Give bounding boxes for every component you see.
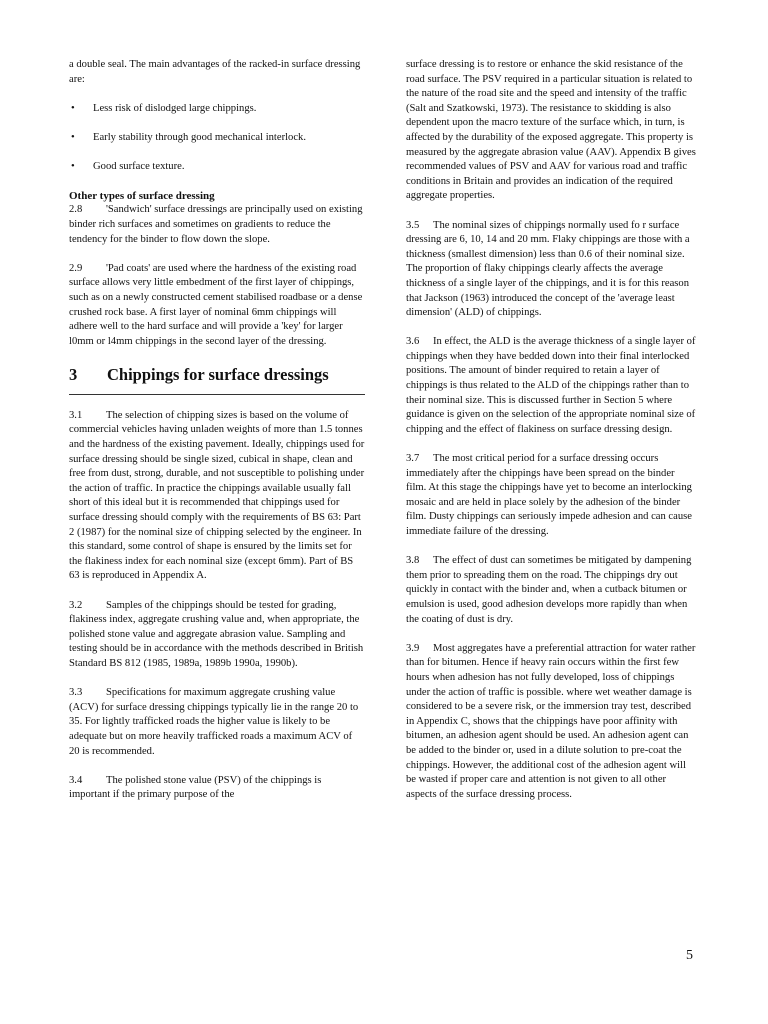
section-heading xyxy=(69,364,365,395)
right-column xyxy=(406,58,696,817)
paragraph-3-2: 3.2 Samples of the chippings should be tested for grading, flakiness index, aggregate crushing value and, when appropriate, the polished stone value and aggregate abrasion value. Sampling and testing should be in accordance with the methods described in British Standard BS 812 (1985, 1989a, 1989b 1990a, 1990b). xyxy=(69,599,364,669)
paragraph-3-3: 3.3 Specifications for maximum aggregate crushing value (ACV) for surface dressing chippings typically lie in the range 20 to 35. For lightly trafficked roads the higher value is likely to be adequate but on more heavily trafficked roads a maximum ACV of 20 is recommended. xyxy=(69,687,359,757)
paragraph-number: 3.7 xyxy=(406,453,420,465)
paragraph-3-4: 3.4 The polished stone value (PSV) of the chippings is important if the primary purpose of the xyxy=(69,774,322,801)
paragraph-3-6: 3.6 In effect, the ALD is the average thickness of a single layer of chippings when they have bedded down into their final interlocked positions. The amount of binder required to retain a layer of chippings is thus related to the ALD of the chippings rather than to their nominal size. This is discussed further in Section 5 where guidance is given on the selection of the appropriate nominal size of chipping and the effect of flakiness on surface dressing design. xyxy=(406,336,696,435)
paragraph-number: 3.3 xyxy=(69,687,83,699)
paragraph-3-8: 3.8 The effect of dust can sometimes be mitigated by dampening them prior to spreading them on the road. The chippings dry out quickly in contact with the binder and, when a cutback bitumen or emulsion is used, good adhesion develops more rapidly than when the coating of dust is dry. xyxy=(406,555,692,625)
paragraph-3-7: 3.7 The most critical period for a surface dressing occurs immediately after the chippings have been spread on the binder film. At this stage the chippings have yet to become an interlocking mosaic and are held in place solely by the adhesion of the binder film. Dusty chippings can seriously impede adhesion and can cause immediate failure of the dressing. xyxy=(406,453,692,537)
paragraph-number: 2.9 xyxy=(69,262,83,274)
section-title: Chippings for surface dressings xyxy=(107,364,329,384)
paragraph-2-8: 2.8 'Sandwich' surface dressings are principally used on existing binder rich surfaces and sometimes on gradients to reduce the tendency for the binder to flow down the slope. xyxy=(69,204,363,245)
paragraph-number: 3.2 xyxy=(69,599,83,611)
paragraph-3-1: 3.1 The selection of chipping sizes is based on the volume of commercial vehicles having unladen weights of more than 1.5 tonnes and the hardness of the existing pavement. Ideally, chippings used for surface dressing should be single sized, cubical in shape, clean and free from dust, strong, durable, and not susceptible to polishing under the action of traffic. In practice the chippings available usually fall short of this ideal but it is recommended that chippings used for surface dressing should comply with the requirements of BS 63: Part 2 (1987) for the nominal size of chipping selected by the engineer. In this standard, some control of shape is ensured by the limits set for the flakiness index for each nominal size (except 6mm). Part of BS 63 is reproduced in Appendix A. xyxy=(69,409,365,582)
paragraph-2-9: 2.9 'Pad coats' are used where the hardness of the existing road surface allows very little embedment of the first layer of chippings, such as on a newly constructed cement stabilised roadbase or a dense crushed rock base. A first layer of nominal 6mm chippings will adhere well to the hard surface and will provide a 'key' for larger l0mm or l4mm chippings in the second layer of the dressing. xyxy=(69,262,363,347)
paragraph-number: 2.8 xyxy=(69,204,83,216)
paragraph-number: 3.1 xyxy=(69,409,83,421)
paragraph-3-4-continued: surface dressing is to restore or enhance the skid resistance of the road surface. The PSV required in a particular situation is related to the nature of the road site and the speed and intensity of the traffic (Salt and Szatkowski, 1973). The resistance to skidding is also dependent upon the macro texture of the surface which, in turn, is affected by the durability of the exposed aggregate. This property is measured by the aggregate abrasion value (AAV). Appendix B gives recommended values of PSV and AAV for various road and traffic conditions in Britain and provides an indication of the required aggregate properties. xyxy=(406,59,696,202)
paragraph-number: 3.4 xyxy=(69,774,83,786)
paragraph-3-9: 3.9 Most aggregates have a preferential attraction for water rather than for bitumen. Hence if heavy rain occurs within the first few hours when adhesion has not fully developed, loss of chippings under the action of traffic is possible. where wet weather damage is considered to be a severe risk, or the immersion tray test, described in Appendix C, shows that the chippings have poor affinity with bitumen, an adhesion agent should be used. An adhesion agent can be added to the binder or, used in a dilute solution to pre-coat the chippings. However, the additional cost of the adhesion agent will be wasted if proper care and attention is not given to all other aspects of the surface dressing process. xyxy=(406,642,696,800)
list-item: • Less risk of dislodged large chippings. xyxy=(69,102,365,117)
page-number: 5 xyxy=(686,948,693,963)
bullet-icon: • xyxy=(71,131,75,143)
bullet-icon: • xyxy=(71,102,75,114)
list-item: • Early stability through good mechanical interlock. xyxy=(69,131,365,146)
subheading-other-types: Other types of surface dressing xyxy=(69,190,215,203)
intro-paragraph: a double seal. The main advantages of the racked-in surface dressing are: xyxy=(69,59,361,85)
left-column xyxy=(69,58,365,818)
advantages-list xyxy=(69,102,365,175)
list-item: • Good surface texture. xyxy=(69,160,365,175)
paragraph-number: 3.6 xyxy=(406,336,420,348)
paragraph-number: 3.5 xyxy=(406,219,420,231)
paragraph-3-5: 3.5 The nominal sizes of chippings normally used fo r surface dressing are 6, 10, 14 and 20 mm. Flaky chippings are those with a thickness (smallest dimension) less than 0.6 of their nominal size. The proportion of flaky chippings clearly affects the average thickness of a single layer of the chippings, and it is for this reason that Jackson (1963) introduced the concept of the 'average least dimension' (ALD) of chippings. xyxy=(406,219,690,319)
paragraph-number: 3.9 xyxy=(406,642,420,654)
paragraph-number: 3.8 xyxy=(406,555,420,567)
section-number: 3 xyxy=(69,364,78,384)
bullet-icon: • xyxy=(71,161,75,173)
